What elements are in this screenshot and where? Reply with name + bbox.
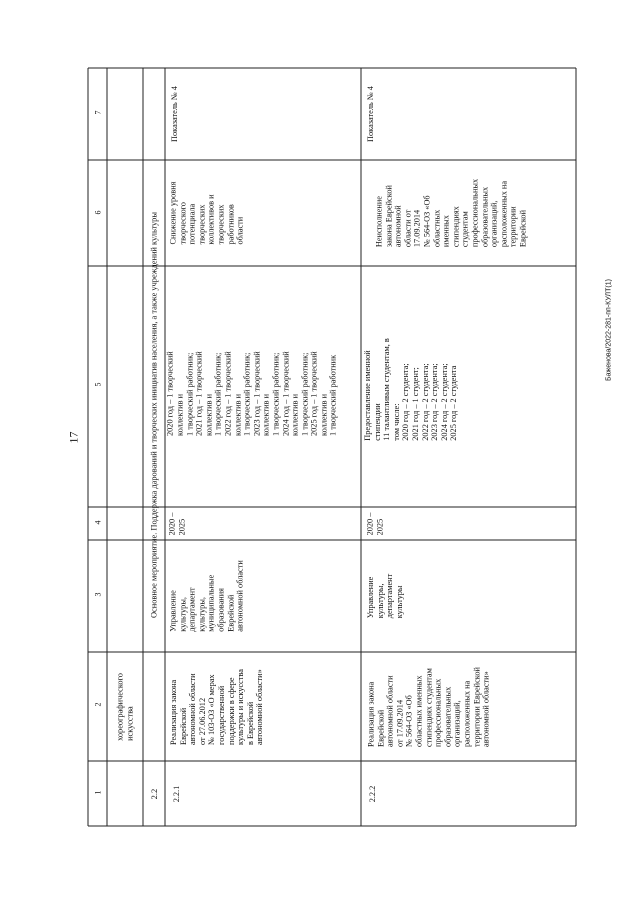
row-2-2-1-name-cell xyxy=(165,652,361,761)
col-header-6: 6 xyxy=(93,210,103,215)
section-title: Основное мероприятие. Поддержка дарований и творческих инициатив населения, а также учреждений культуры xyxy=(149,211,159,618)
section-number-cell xyxy=(143,761,165,826)
row-2-2-1-num-cell xyxy=(165,761,361,826)
row-2-2-1-executor: Управление культуры, департамент культуры, муниципальные образования Еврейской автономной области xyxy=(168,560,245,632)
col-header-7: 7 xyxy=(93,110,103,115)
row-2-2-2-period: 2020 – 2025 xyxy=(364,512,384,535)
row-2-2-1-executor-cell xyxy=(165,540,361,652)
row-2-2-1-indicator: Показатель № 4 xyxy=(170,86,180,142)
continuation-text: хореографического искусства xyxy=(115,672,134,741)
col-header-1: 1 xyxy=(93,790,103,795)
row-2-2-1-result-cell xyxy=(165,266,361,507)
row-2-2-2-indicator-cell xyxy=(361,68,576,160)
row-2-2-2-consequence-cell xyxy=(361,160,576,266)
row-2-2-2-name: Реализация закона Еврейской автономной области от 17.09.2014 № 564-ОЗ «Об областных именных стипендиях студентам профессиональных образовательных организаций, расположенных на территории Еврейской автономной области» xyxy=(366,666,491,747)
row-2-2-2-executor-cell xyxy=(361,540,576,652)
row-2-2-2-num: 2.2.2 xyxy=(367,785,377,802)
col-header-5: 5 xyxy=(93,382,103,387)
continuation-cell xyxy=(107,652,143,761)
row-2-2-2-result-cell xyxy=(361,266,576,507)
row-2-2-1-result: 2020 год – 1 творческий коллектив и 1 творческий работник; 2021 год – 1 творческий коллектив и 1 творческий работник; 2022 год – 1 творческий коллектив и 1 творческий работник; 2023 год – 1 творческий коллектив и 1 творческий работник; 2024 год – 1 творческий коллектив и 1 творческий работник; 2025 год – 1 творческий коллектив и 1 творческий работник xyxy=(165,350,338,436)
row-2-2-1-period: 2020 – 2025 xyxy=(167,512,186,535)
col-header-4: 4 xyxy=(93,520,103,525)
row-2-2-2-result: Предоставление именной стипендии 11 талантливым студентам, в том числе: 2020 год – 2 студента; 2021 год – 1 студент; 2022 год – 2 студента; 2023 год – 2 студента; 2024 год – 2 студента; 2025 год – 2 студента xyxy=(362,337,458,441)
footer-code: Баженова/2022-281-пп-КУЛТ(1) xyxy=(605,279,613,381)
col-header-2: 2 xyxy=(93,702,103,707)
row-2-2-2-indicator: Показатель № 4 xyxy=(365,86,375,142)
row-2-2-2-num-cell xyxy=(361,761,576,826)
page-number: 17 xyxy=(66,431,81,444)
row-2-2-1-name: Реализация закона Еврейской автономной области от 27.06.2012 № 103-ОЗ «О мерах государственной поддержки в сфере культуры и искусства в Еврейской автономной области» xyxy=(169,668,265,745)
row-2-2-2-period-cell xyxy=(361,507,576,540)
row-2-2-1-indicator-cell xyxy=(165,68,361,160)
row-2-2-1-consequence-cell xyxy=(165,160,361,266)
row-2-2-1-num: 2.2.1 xyxy=(172,785,182,802)
row-2-2-2-executor: Управление культуры, департамент культуры xyxy=(365,573,404,619)
row-2-2-2-name-cell xyxy=(361,652,576,761)
section-title-cell xyxy=(143,68,165,761)
row-2-2-1-period-cell xyxy=(165,507,361,540)
row-2-2-1-consequence: Снижение уровня творческого потенциала творческих коллективов и творческих работников области xyxy=(168,181,245,245)
section-number: 2.2 xyxy=(149,788,159,799)
row-2-2-2-consequence: Неисполнение закона Еврейской автономной области от 17.09.2014 № 564-ОЗ «Об областных именных стипендиях студентам профессиональных образовательных организаций, расположенных на территории Еврейской xyxy=(373,178,527,248)
col-header-3: 3 xyxy=(93,592,103,597)
